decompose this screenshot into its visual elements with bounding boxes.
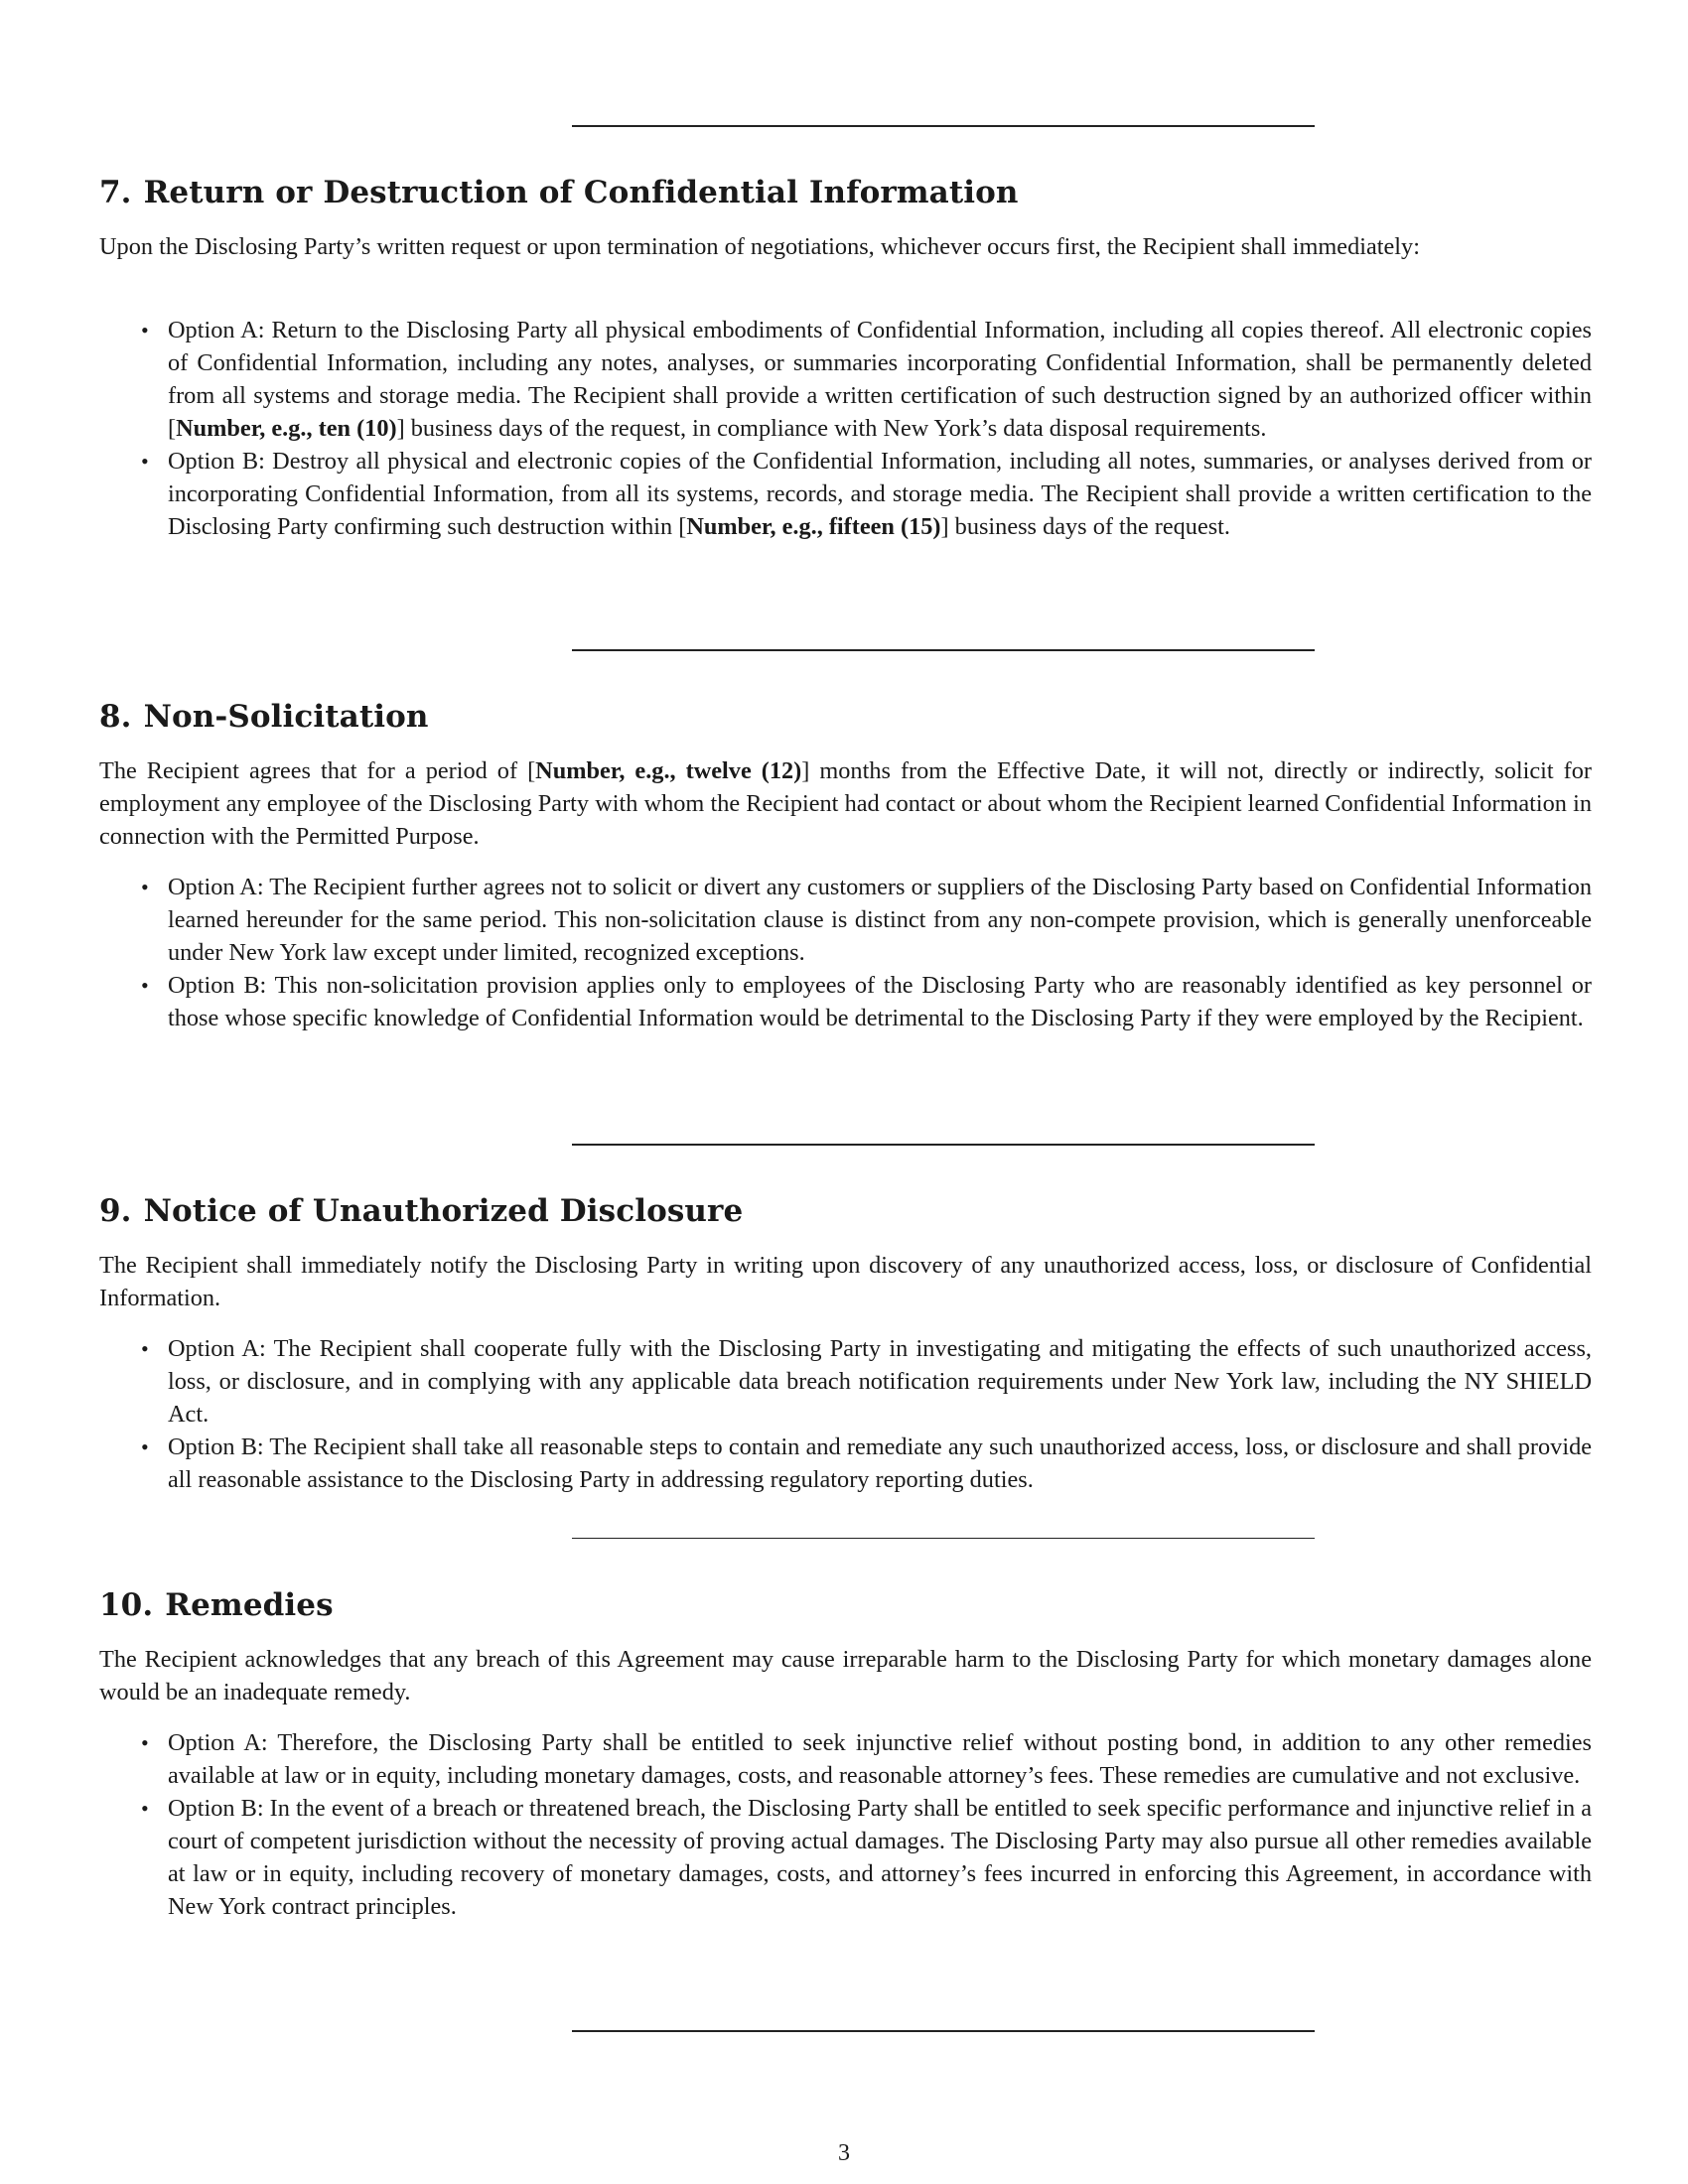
list-item-option-a — [99, 1726, 1592, 1792]
section-title: Return or Destruction of Confidential Information — [143, 175, 1019, 210]
placeholder-bold: Number, e.g., fifteen (15) — [686, 513, 941, 540]
placeholder-bold: Number, e.g., ten (10) — [176, 415, 397, 442]
bullet-icon: • — [141, 1336, 149, 1361]
list-item-option-b — [99, 1792, 1592, 1923]
placeholder-bold: Number, e.g., twelve (12) — [535, 757, 802, 784]
bullet-icon: • — [141, 1730, 149, 1755]
options-list-7 — [99, 314, 1592, 543]
section-divider — [572, 1144, 1315, 1146]
option-text: Option B: This non-solicitation provision applies only to employees of the Disclosing Party who are reasonably identified as key personnel or those whose specific knowledge of Confidential Information would be detrimental to the Disclosing Party if they were employed by the Recipient. — [168, 972, 1592, 1031]
section-number: 9. — [99, 1193, 132, 1229]
section-heading-8 — [99, 698, 429, 736]
option-text: Option A: Therefore, the Disclosing Party shall be entitled to seek injunctive relief without posting bond, in addition to any other remedies available at law or in equity, including monetary damages, costs, and reasonable attorney’s fees. These remedies are cumulative and not exclusive. — [168, 1729, 1592, 1789]
section-intro-10: The Recipient acknowledges that any breach of this Agreement may cause irreparable harm to the Disclosing Party for which monetary damages alone would be an inadequate remedy. — [99, 1646, 1592, 1706]
list-item-option-a — [99, 1332, 1592, 1431]
section-intro-8 — [99, 754, 1592, 853]
options-list-8 — [99, 871, 1592, 1034]
option-text: ] business days of the request. — [940, 513, 1231, 540]
section-intro-9: The Recipient shall immediately notify the Disclosing Party in writing upon discovery of any unauthorized access, loss, or disclosure of Confidential Information. — [99, 1252, 1592, 1311]
bullet-icon: • — [141, 1796, 149, 1821]
section-number: 8. — [99, 699, 132, 735]
section-divider — [572, 1538, 1315, 1539]
bullet-icon: • — [141, 318, 149, 342]
section-heading-10 — [99, 1586, 334, 1624]
option-text: Option A: The Recipient further agrees not to solicit or divert any customers or suppliers of the Disclosing Party based on Confidential Information learned hereunder for the same period. This non-solicitation clause is distinct from any non-compete provision, which is generally unenforceable under New York law except under limited, recognized exceptions. — [168, 874, 1592, 966]
section-title: Non-Solicitation — [143, 699, 429, 735]
section-title: Notice of Unauthorized Disclosure — [143, 1193, 744, 1229]
list-item-option-a — [99, 871, 1592, 969]
option-text: Option B: In the event of a breach or threatened breach, the Disclosing Party shall be entitled to seek specific performance and injunctive relief in a court of competent jurisdiction without the necessity of proving actual damages. The Disclosing Party may also pursue all other remedies available at law or in equity, including recovery of monetary damages, costs, and attorney’s fees incurred in enforcing this Agreement, in accordance with New York contract principles. — [168, 1795, 1592, 1920]
intro-text: ] months from the Effective Date, it will not, directly or indirectly, solicit for employment any employee of the Disclosing Party with whom the Recipient had contact or about whom the Recipient learned Confidential Information in connection with the Permitted Purpose. — [99, 757, 1592, 850]
bullet-icon: • — [141, 875, 149, 899]
option-text: Option B: Destroy all physical and electronic copies of the Confidential Information, including all notes, summaries, or analyses derived from or incorporating Confidential Information, from all its systems, records, and storage media. The Recipient shall provide a written certification to the Disclosing Party confirming such destruction within [ — [168, 448, 1592, 540]
section-heading-7 — [99, 174, 1019, 211]
option-text: Option A: Return to the Disclosing Party all physical embodiments of Confidential Information, including all copies thereof. All electronic copies of Confidential Information, including any notes, analyses, or summaries incorporating Confidential Information, shall be permanently deleted from all systems and storage media. The Recipient shall provide a written certification of such destruction signed by an authorized officer within [ — [168, 317, 1592, 442]
bullet-icon: • — [141, 1434, 149, 1459]
list-item-option-b — [99, 445, 1592, 543]
bullet-icon: • — [141, 973, 149, 998]
option-text: Option B: The Recipient shall take all reasonable steps to contain and remediate any such unauthorized access, loss, or disclosure and shall provide all reasonable assistance to the Disclosing Party in addressing regulatory reporting duties. — [168, 1433, 1592, 1493]
page-number: 3 — [838, 2140, 850, 2166]
section-number: 10. — [99, 1587, 154, 1623]
list-item-option-b — [99, 1431, 1592, 1496]
section-divider — [572, 2030, 1315, 2032]
option-text: Option A: The Recipient shall cooperate fully with the Disclosing Party in investigating and mitigating the effects of such unauthorized access, loss, or disclosure, and in complying with any applicable data breach notification requirements under New York law, including the NY SHIELD Act. — [168, 1335, 1592, 1428]
list-item-option-a — [99, 314, 1592, 445]
options-list-9 — [99, 1332, 1592, 1496]
section-intro-7: Upon the Disclosing Party’s written request or upon termination of negotiations, whichever occurs first, the Recipient shall immediately: — [99, 233, 1420, 260]
option-text: ] business days of the request, in compliance with New York’s data disposal requirements. — [396, 415, 1267, 442]
section-heading-9 — [99, 1192, 743, 1230]
section-number: 7. — [99, 175, 132, 210]
section-divider — [572, 125, 1315, 127]
list-item-option-b — [99, 969, 1592, 1034]
bullet-icon: • — [141, 449, 149, 474]
section-title: Remedies — [165, 1587, 334, 1623]
intro-text: The Recipient agrees that for a period of [ — [99, 757, 536, 784]
section-divider — [572, 649, 1315, 651]
options-list-10 — [99, 1726, 1592, 1923]
